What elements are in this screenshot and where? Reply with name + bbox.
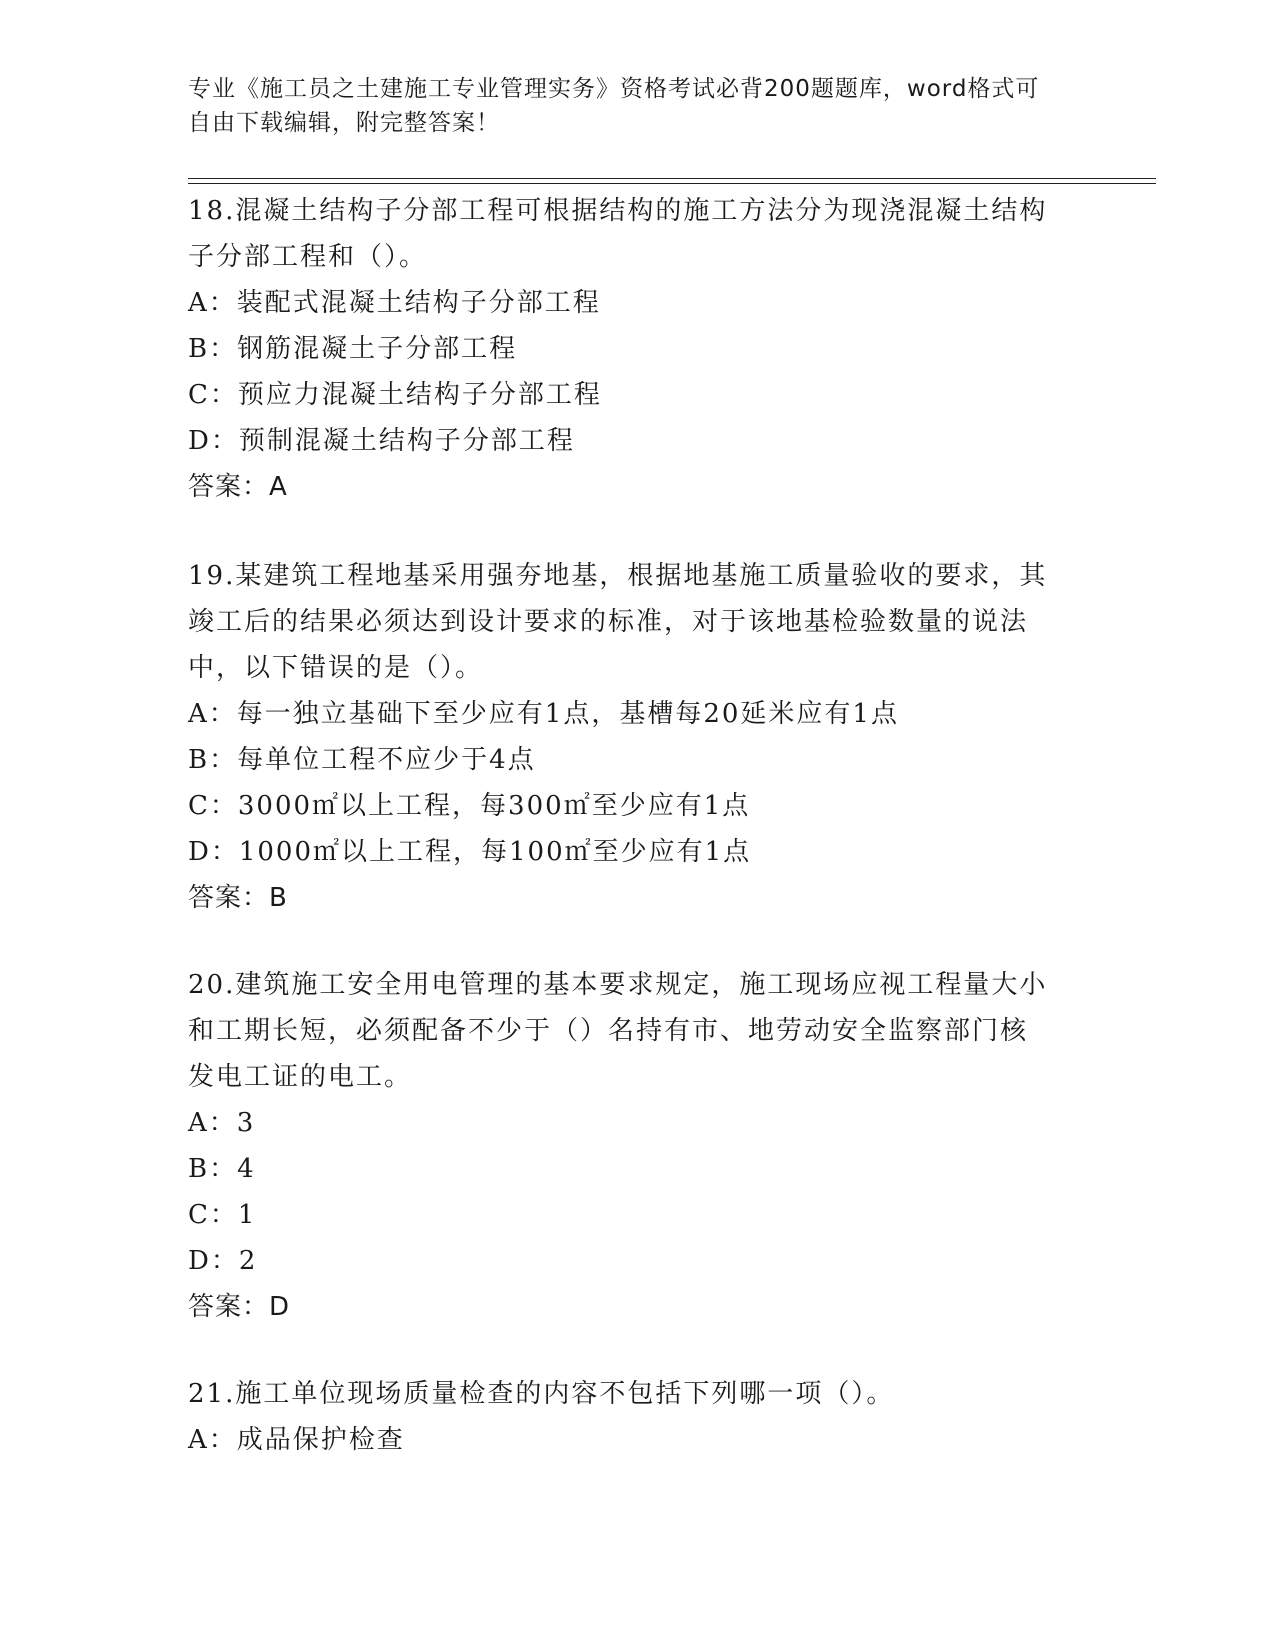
document-header xyxy=(188,72,1068,140)
option-d: D：2 xyxy=(188,1246,258,1276)
option-b: B：4 xyxy=(188,1154,256,1184)
answer-line: 答案：D xyxy=(188,1292,291,1322)
question-stem: 20.建筑施工安全用电管理的基本要求规定，施工现场应视工程量大小 xyxy=(188,970,1048,1000)
option-a: A：3 xyxy=(188,1108,256,1138)
option-b: B：每单位工程不应少于4点 xyxy=(188,745,536,775)
option-b: B：钢筋混凝土子分部工程 xyxy=(188,334,518,364)
option-a: A：装配式混凝土结构子分部工程 xyxy=(188,288,601,318)
question-stem: 18.混凝土结构子分部工程可根据结构的施工方法分为现浇混凝土结构 xyxy=(188,196,1048,226)
header-divider-bottom xyxy=(188,183,1156,184)
answer-line: 答案：A xyxy=(188,472,288,502)
question-stem: 21.施工单位现场质量检查的内容不包括下列哪一项（）。 xyxy=(188,1379,895,1409)
question-stem: 19.某建筑工程地基采用强夯地基，根据地基施工质量验收的要求，其 xyxy=(188,561,1048,591)
option-c: C：3000㎡以上工程，每300㎡至少应有1点 xyxy=(188,791,751,821)
option-c: C：1 xyxy=(188,1200,257,1230)
question-19 xyxy=(188,553,1078,921)
answer-line: 答案：B xyxy=(188,883,288,913)
question-stem: 竣工后的结果必须达到设计要求的标准，对于该地基检验数量的说法 xyxy=(188,607,1029,637)
question-stem: 中，以下错误的是（）。 xyxy=(188,653,484,683)
option-a: A：成品保护检查 xyxy=(188,1425,405,1455)
option-d: D：1000㎡以上工程，每100㎡至少应有1点 xyxy=(188,837,752,867)
question-20 xyxy=(188,962,1078,1330)
header-line-1: 专业《施工员之土建施工专业管理实务》资格考试必背200题题库，word格式可 xyxy=(188,76,1040,102)
question-18 xyxy=(188,188,1078,510)
option-c: C：预应力混凝土结构子分部工程 xyxy=(188,380,602,410)
header-divider-top xyxy=(188,178,1156,179)
question-stem: 发电工证的电工。 xyxy=(188,1062,413,1092)
header-line-2: 自由下载编辑，附完整答案！ xyxy=(188,110,500,136)
question-stem: 子分部工程和（）。 xyxy=(188,242,428,272)
option-d: D：预制混凝土结构子分部工程 xyxy=(188,426,575,456)
question-21 xyxy=(188,1371,1078,1463)
option-a: A：每一独立基础下至少应有1点，基槽每20延米应有1点 xyxy=(188,699,899,729)
question-stem: 和工期长短，必须配备不少于（）名持有市、地劳动安全监察部门核 xyxy=(188,1016,1029,1046)
